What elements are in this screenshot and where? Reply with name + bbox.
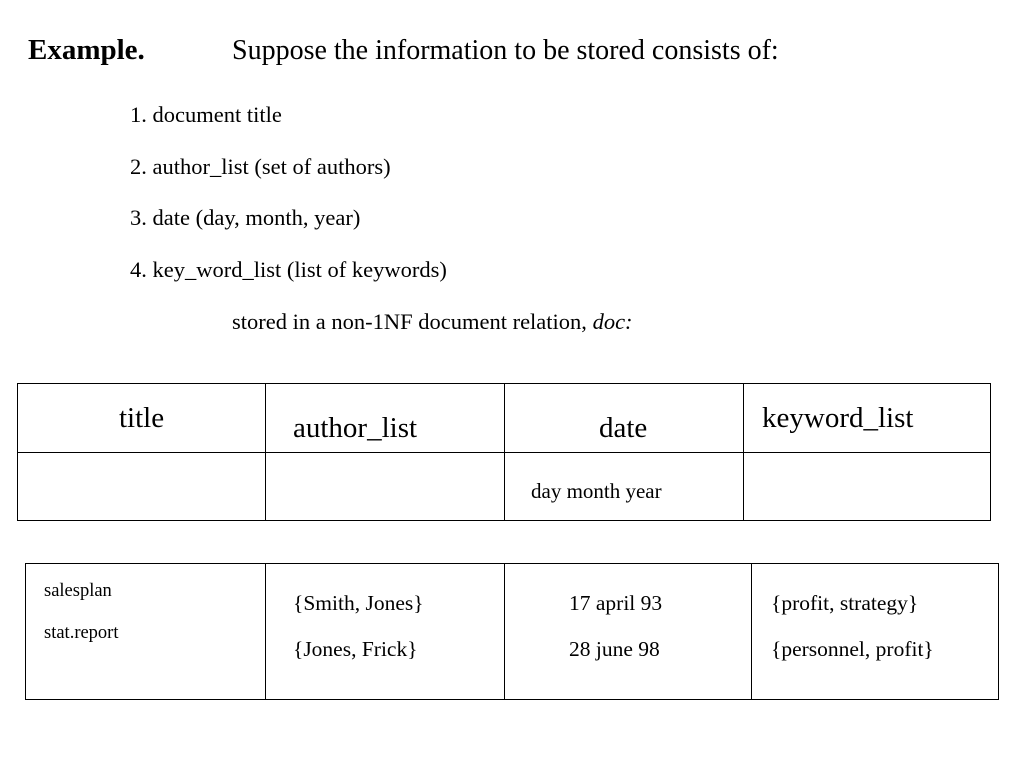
list-item: 3. date (day, month, year) xyxy=(130,205,361,230)
date-subheader: day month year xyxy=(531,479,662,503)
column-divider xyxy=(504,564,505,699)
cell-keywords: {personnel, profit} xyxy=(771,637,934,661)
cell-title: stat.report xyxy=(44,623,119,643)
cell-authors: {Jones, Frick} xyxy=(293,637,418,661)
list-item: 1. document title xyxy=(130,102,282,127)
cell-date: 17 april 93 xyxy=(569,591,663,615)
cell-date: 28 june 98 xyxy=(569,637,660,661)
relation-note-text: stored in a non-1NF document relation, xyxy=(232,309,587,334)
cell-keywords: {profit, strategy} xyxy=(771,591,919,615)
header-date: date xyxy=(599,412,648,444)
data-table xyxy=(25,563,999,700)
column-divider xyxy=(265,564,266,699)
header-title: title xyxy=(119,402,165,434)
cell-title: salesplan xyxy=(44,581,112,601)
header-author-list: author_list xyxy=(293,412,418,444)
example-intro: Suppose the information to be stored consists of: xyxy=(232,35,779,66)
schema-table xyxy=(17,383,991,521)
list-item: 2. author_list (set of authors) xyxy=(130,154,391,179)
list-item: 4. key_word_list (list of keywords) xyxy=(130,257,447,282)
example-label: Example. xyxy=(28,34,145,66)
relation-name: doc: xyxy=(592,309,633,334)
relation-note xyxy=(232,309,633,335)
header-keyword-list: keyword_list xyxy=(762,402,914,434)
row-divider xyxy=(18,452,990,453)
column-divider xyxy=(751,564,752,699)
cell-authors: {Smith, Jones} xyxy=(293,591,424,615)
